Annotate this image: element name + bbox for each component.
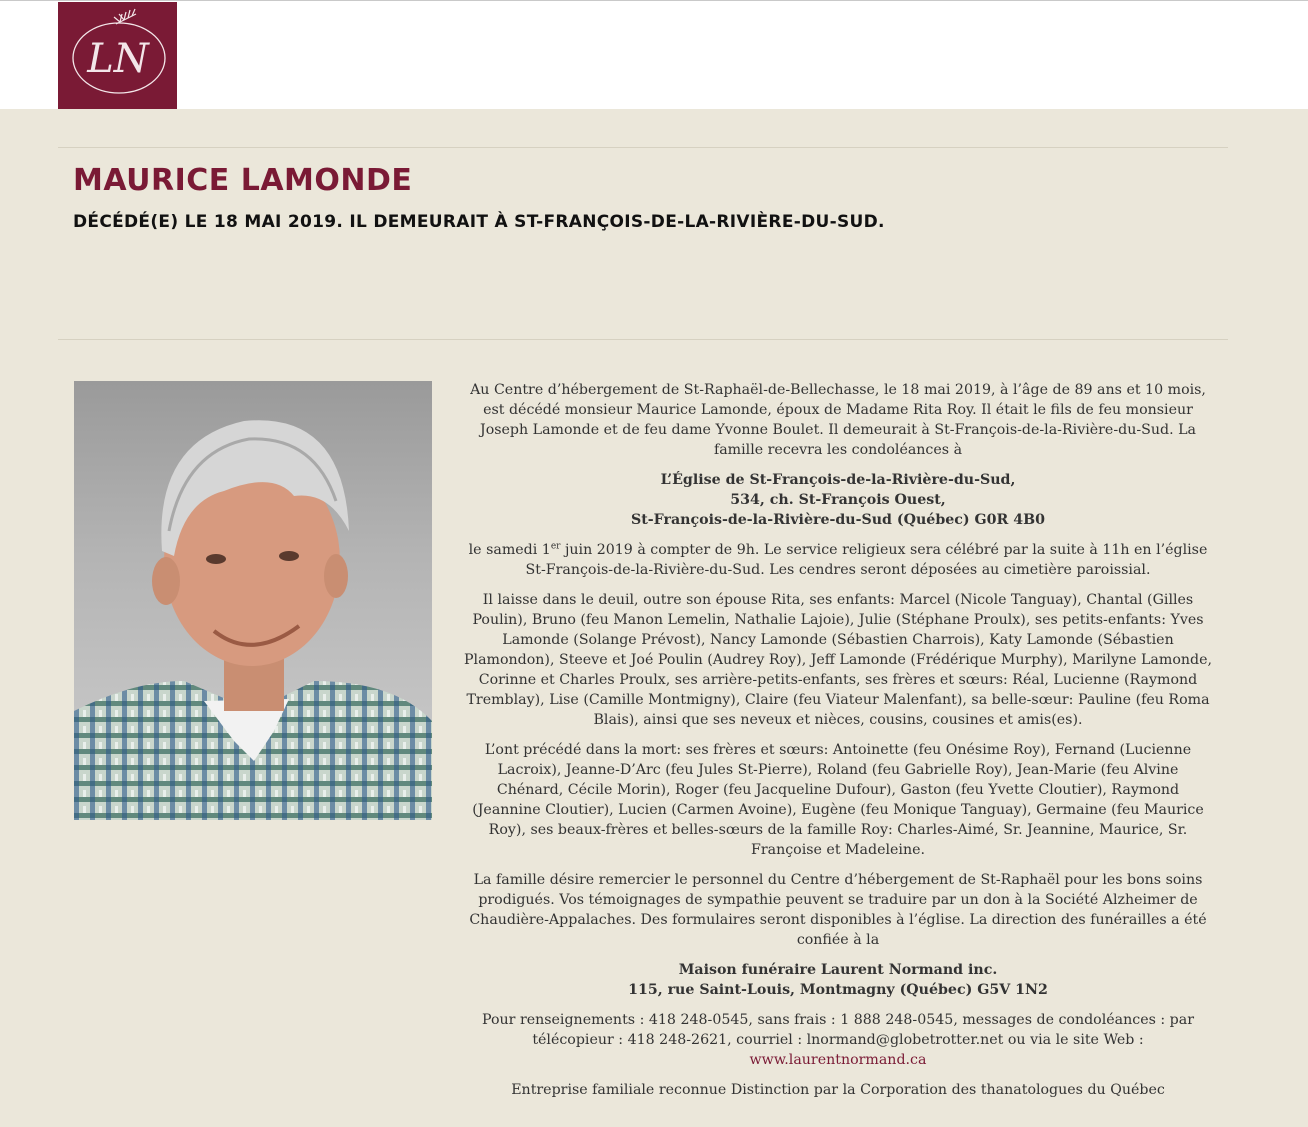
funeral-home-name: Maison funéraire Laurent Normand inc. — [678, 962, 998, 978]
church-street: 534, ch. St-François Ouest, — [730, 492, 946, 508]
divider — [58, 147, 1228, 148]
top-bar — [0, 0, 1308, 109]
service-details — [463, 540, 1213, 580]
funeral-home-address — [463, 960, 1213, 1000]
church-name: L’Église de St-François-de-la-Rivière-du-Sud, — [660, 472, 1016, 488]
divider — [58, 339, 1228, 340]
footer-note: Entreprise familiale reconnue Distinction par la Corporation des thanatologues du Québec — [511, 1082, 1165, 1098]
portrait-photo — [74, 381, 432, 820]
logo-text: LN — [87, 36, 149, 82]
contact-text: Pour renseignements : 418 248-0545, sans frais : 1 888 248-0545, messages de condoléances : par télécopieur : 418 248-2621, courriel : lnormand@globetrotter.net ou via le site Web : — [482, 1012, 1194, 1048]
predeceased-paragraph: L’ont précédé dans la mort: ses frères et sœurs: Antoinette (feu Onésime Roy), Fernand (Lucienne Lacroix), Jeanne-D’Arc (feu Jules St-Pierre), Roland (feu Gabrielle Roy), Jean-Marie (feu Alvine Chénard, Cécile Morin), Roger (feu Jacqueline Dufour), Gaston (feu Yvette Cloutier), Raymond (Jeannine Cloutier), Lucien (Carmen Avoine), Eugène (feu Monique Tanguay), Germaine (feu Maurice Roy), ses beaux-frères et belles-sœurs de la famille Roy: Charles-Aimé, Sr. Jeannine, Maurice, Sr. Françoise et Madeleine. — [472, 742, 1204, 858]
obituary-intro: Au Centre d’hébergement de St-Raphaël-de-Bellechasse, le 18 mai 2019, à l’âge de 89 ans et 10 mois, est décédé monsieur Maurice Lamonde, époux de Madame Rita Roy. Il était le fils de feu monsieur Joseph Lamonde et de feu dame Yvonne Boulet. Il demeurait à St-François-de-la-Rivière-du-Sud. La famille recevra les condoléances à — [470, 382, 1206, 458]
death-notice-subtitle: DÉCÉDÉ(E) LE 18 MAI 2019. IL DEMEURAIT À ST-FRANÇOIS-DE-LA-RIVIÈRE-DU-SUD. — [73, 212, 885, 232]
service-text: juin 2019 à compter de 9h. Le service religieux sera célébré par la suite à 11h en l’église St-François-de-la-Rivière-du-Sud. Les cendres seront déposées au cimetière paroissial. — [525, 542, 1208, 578]
logo[interactable] — [58, 2, 177, 109]
funeral-home-street: 115, rue Saint-Louis, Montmagny (Québec) G5V 1N2 — [628, 982, 1048, 998]
page-title: MAURICE LAMONDE — [73, 163, 413, 198]
website-link[interactable]: www.laurentnormand.ca — [749, 1052, 927, 1068]
church-city: St-François-de-la-Rivière-du-Sud (Québec) G0R 4B0 — [630, 512, 1046, 528]
contact-paragraph — [463, 1010, 1213, 1070]
thanks-paragraph: La famille désire remercier le personnel du Centre d’hébergement de St-Raphaël pour les bons soins prodigués. Vos témoignages de sympathie peuvent se traduire par un don à la Société Alzheimer de Chaudière-Appalaches. Des formulaires seront disponibles à l’église. La direction des funérailles a été confiée à la — [469, 872, 1207, 948]
logo-mark — [58, 2, 177, 109]
ordinal-suffix: er — [550, 541, 561, 552]
obituary-body — [463, 380, 1213, 1110]
service-date-text: le samedi 1 — [468, 542, 551, 558]
survivors-paragraph: Il laisse dans le deuil, outre son épouse Rita, ses enfants: Marcel (Nicole Tanguay), Chantal (Gilles Poulin), Bruno (feu Manon Lemelin, Nathalie Lajoie), Julie (Stéphane Proulx), ses petits-enfants: Yves Lamonde (Solange Prévost), Nancy Lamonde (Sébastien Charrois), Katy Lamonde (Sébastien Plamondon), Steeve et Joé Poulin (Audrey Roy), Jeff Lamonde (Frédérique Murphy), Marilyne Lamonde, Corinne et Charles Proulx, ses arrière-petits-enfants, ses frères et sœurs: Réal, Lucienne (Raymond Tremblay), Lise (Camille Montmigny), Claire (feu Viateur Malenfant), sa belle-sœur: Pauline (feu Roma Blais), ainsi que ses neveux et nièces, cousins, cousines et amis(es). — [463, 592, 1213, 728]
church-address — [463, 470, 1213, 530]
